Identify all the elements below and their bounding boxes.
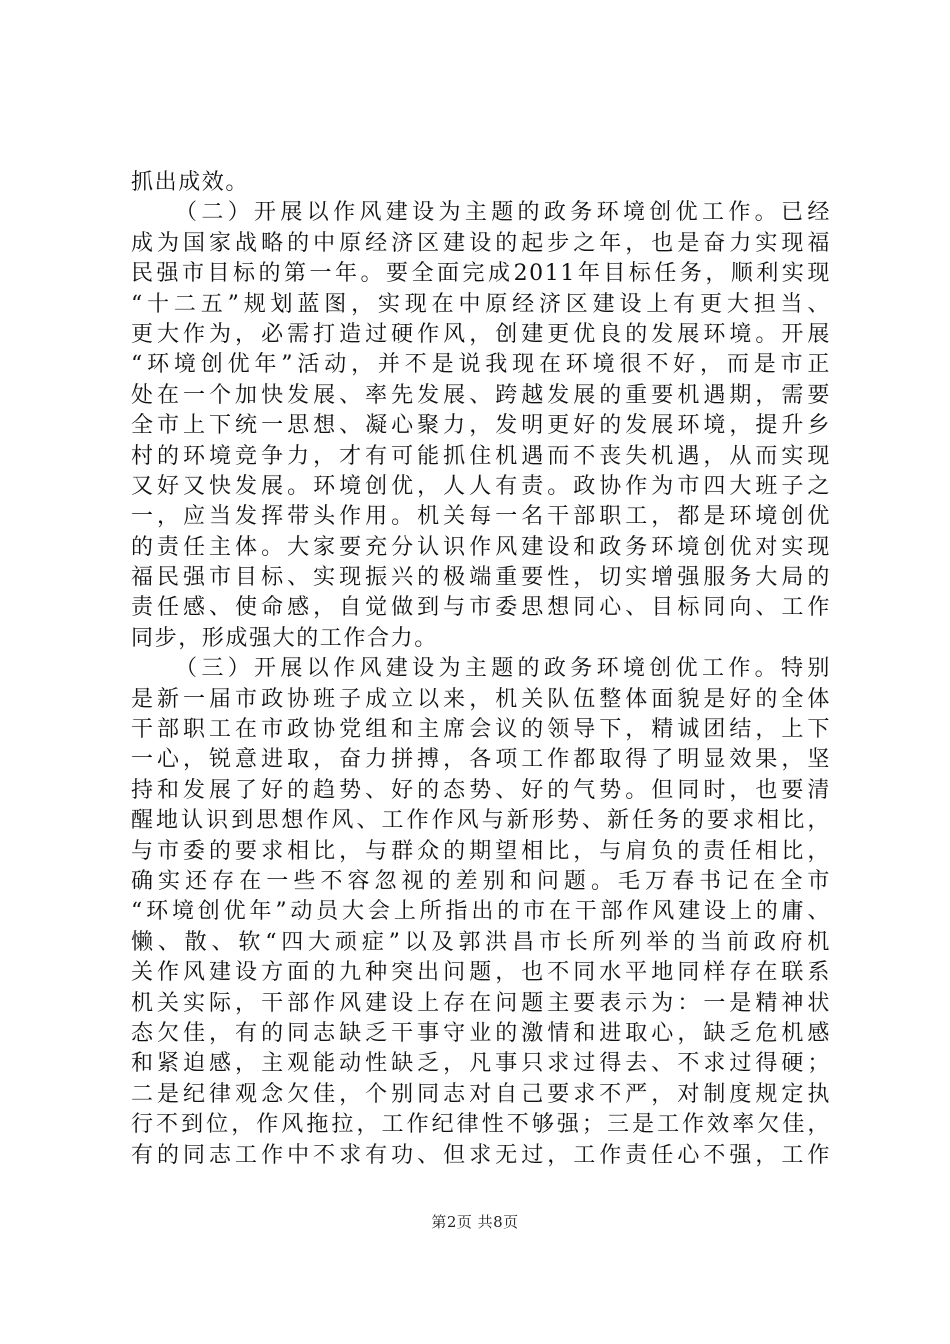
- text-line: 二是纪律观念欠佳，个别同志对自己要求不严，对制度规定执: [131, 1081, 831, 1107]
- text-line: 有的同志工作中不求有功、但求无过，工作责任心不强，工作: [131, 1142, 831, 1168]
- text-line: “环境创优年”动员大会上所指出的市在干部作风建设上的庸、: [131, 899, 831, 925]
- text-line: 确实还存在一些不容忽视的差别和问题。毛万春书记在全市: [131, 868, 831, 894]
- text-line: （二）开展以作风建设为主题的政务环境创优工作。已经: [175, 200, 831, 226]
- text-line: 态欠佳，有的同志缺乏干事守业的激情和进取心，缺乏危机感: [131, 1020, 831, 1046]
- text-line: 一，应当发挥带头作用。机关每一名干部职工，都是环境创优: [131, 504, 831, 530]
- text-line: 醒地认识到思想作风、工作作风与新形势、新任务的要求相比，: [131, 808, 831, 834]
- text-line: “环境创优年”活动，并不是说我现在环境很不好，而是市正: [131, 352, 831, 378]
- text-line: 行不到位，作风拖拉，工作纪律性不够强；三是工作效率欠佳，: [131, 1112, 831, 1138]
- text-line: 福民强市目标、实现振兴的极端重要性，切实增强服务大局的: [131, 565, 831, 591]
- text-line: 责任感、使命感，自觉做到与市委思想同心、目标同向、工作: [131, 595, 831, 621]
- text-line: 机关实际，干部作风建设上存在问题主要表示为：一是精神状: [131, 990, 831, 1016]
- text-line: 更大作为，必需打造过硬作风，创建更优良的发展环境。开展: [131, 321, 831, 347]
- text-line: 处在一个加快发展、率先发展、跨越发展的重要机遇期，需要: [131, 382, 831, 408]
- text-line: 是新一届市政协班子成立以来，机关队伍整体面貌是好的全体: [131, 686, 831, 712]
- text-line: 持和发展了好的趋势、好的态势、好的气势。但同时，也要清: [131, 777, 831, 803]
- text-line: 的责任主体。大家要充分认识作风建设和政务环境创优对实现: [131, 534, 831, 560]
- text-line: 同步，形成强大的工作合力。: [131, 625, 438, 651]
- text-line: 全市上下统一思想、凝心聚力，发明更好的发展环境，提升乡: [131, 413, 831, 439]
- text-line: 成为国家战略的中原经济区建设的起步之年，也是奋力实现福: [131, 230, 831, 256]
- page-number-footer: 第2页 共8页: [431, 1213, 519, 1231]
- text-line: 村的环境竞争力，才有可能抓住机遇而不丧失机遇，从而实现: [131, 443, 831, 469]
- text-line: 关作风建设方面的九种突出问题，也不同水平地同样存在联系: [131, 960, 831, 986]
- text-line: 和紧迫感，主观能动性缺乏，凡事只求过得去、不求过得硬；: [131, 1051, 831, 1077]
- text-line: 民强市目标的第一年。要全面完成2011年目标任务，顺利实现: [131, 261, 831, 287]
- text-line: 懒、散、软“四大顽症”以及郭洪昌市长所列举的当前政府机: [131, 929, 831, 955]
- text-line: 与市委的要求相比，与群众的期望相比，与肩负的责任相比，: [131, 838, 831, 864]
- text-line: 又好又快发展。环境创优，人人有责。政协作为市四大班子之: [131, 473, 831, 499]
- body-text: [131, 168, 831, 1171]
- text-line: 一心，锐意进取，奋力拼搏，各项工作都取得了明显效果，坚: [131, 747, 831, 773]
- text-line: “十二五”规划蓝图，实现在中原经济区建设上有更大担当、: [131, 291, 831, 317]
- text-line: 抓出成效。: [131, 170, 250, 195]
- text-line: （三）开展以作风建设为主题的政务环境创优工作。特别: [175, 656, 831, 682]
- text-line: 干部职工在市政协党组和主席会议的领导下，精诚团结，上下: [131, 717, 831, 743]
